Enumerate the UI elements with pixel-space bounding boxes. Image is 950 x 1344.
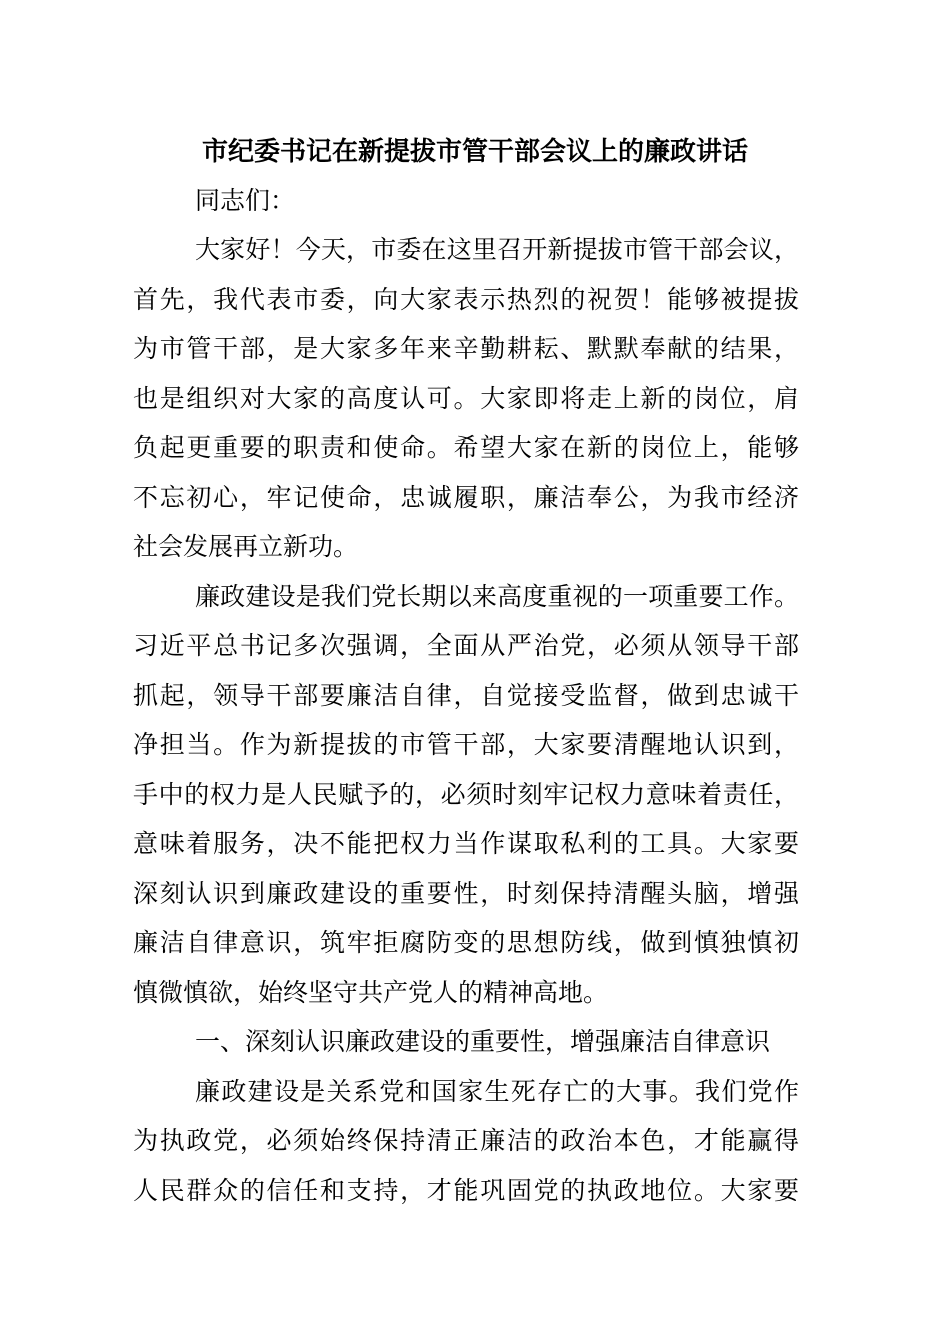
text-line: 同志们： xyxy=(195,186,296,215)
text-line: 习近平总书记多次强调，全面从严治党，必须从领导干部 xyxy=(133,632,799,660)
paragraph-body xyxy=(133,226,799,573)
text-line: 社会发展再立新功。 xyxy=(133,533,359,561)
document-body xyxy=(133,177,799,1217)
document-title: 市纪委书记在新提拔市管干部会议上的廉政讲话 xyxy=(201,136,748,166)
paragraph-body xyxy=(133,1068,799,1217)
text-line: 也是组织对大家的高度认可。大家即将走上新的岗位，肩 xyxy=(133,384,799,413)
text-line: 意味着服务，决不能把权力当作谋取私利的工具。大家要 xyxy=(133,830,799,858)
text-line: 廉政建设是关系党和国家生死存亡的大事。我们党作 xyxy=(195,1077,799,1106)
text-line: 慎微慎欲，始终坚守共产党人的精神高地。 xyxy=(133,978,609,1007)
text-line: 为市管干部，是大家多年来辛勤耕耘、默默奉献的结果， xyxy=(133,335,799,363)
text-line: 抓起，领导干部要廉洁自律，自觉接受监督，做到忠诚干 xyxy=(133,681,799,710)
text-line: 净担当。作为新提拔的市管干部，大家要清醒地认识到， xyxy=(133,731,799,759)
text-line: 一、深刻认识廉政建设的重要性，增强廉洁自律意识 xyxy=(195,1028,771,1056)
text-line: 深刻认识到廉政建设的重要性，时刻保持清醒头脑，增强 xyxy=(133,879,799,908)
text-line: 大家好！今天，市委在这里召开新提拔市管干部会议， xyxy=(195,236,799,264)
text-line: 廉政建设是我们党长期以来高度重视的一项重要工作。 xyxy=(195,582,799,611)
text-line: 人民群众的信任和支持，才能巩固党的执政地位。大家要 xyxy=(133,1176,799,1205)
paragraph-body xyxy=(133,573,799,1019)
text-line: 为执政党，必须始终保持清正廉洁的政治本色，才能赢得 xyxy=(133,1127,799,1155)
text-line: 不忘初心，牢记使命，忠诚履职，廉洁奉公，为我市经济 xyxy=(133,483,799,512)
paragraph-heading xyxy=(133,1018,799,1068)
text-line: 手中的权力是人民赋予的，必须时刻牢记权力意味着责任， xyxy=(133,780,799,809)
paragraph-salutation xyxy=(133,177,799,227)
text-line: 廉洁自律意识，筑牢拒腐防变的思想防线，做到慎独慎初 xyxy=(133,929,799,957)
text-line: 首先，我代表市委，向大家表示热烈的祝贺！能够被提拔 xyxy=(133,285,799,314)
text-line: 负起更重要的职责和使命。希望大家在新的岗位上，能够 xyxy=(133,434,799,462)
